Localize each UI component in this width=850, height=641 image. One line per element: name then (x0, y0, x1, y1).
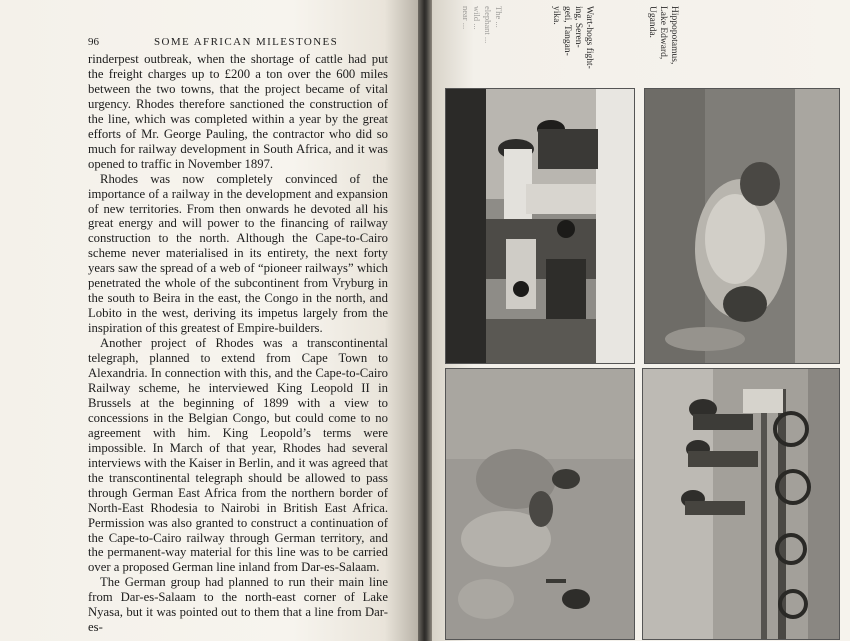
paragraph-4: The German group had planned to run their main line from Dar-es-Salaam to the north-east corner of Lake Nyasa, but it was pointed out to them that a line from Dar-es- (88, 575, 388, 635)
book-gutter (418, 0, 432, 641)
caption-warthogs: Wart-hogs fight- ing, Seren- geti, Tangan- yika. (551, 6, 594, 69)
photo-wart-hogs (445, 368, 635, 640)
paragraph-2: Rhodes was now completely convinced of the importance of a railway in the development and expansion of new territories. From then onwards he devoted all his great energy and will power to the financing of railway construction to the north. Although the Cape-to-Cairo scheme never materialised in its entirety, the next forty years saw the spread of a web of “pioneer railways” which penetrated the whole of the subcontinent from Vryburg in the south to Beira in the east, the Congo in the north, and Lobito in the west, deriving its impetus largely from the inspiration of this greatest of Empire-builders. (88, 171, 388, 336)
page-number: 96 (88, 36, 99, 48)
photo-hippopotamus (644, 88, 840, 364)
paragraph-1: rinderpest outbreak, when the shortage of cattle had put the freight charges up to £200 a ton over the 600 miles between the two towns, that the project became of vital urgency. Rhodes therefore sanctioned the construction of the line, which was completed within a year by the great efforts of Mr. George Pauling, the contractor who did so much for railway development in South Africa, and it was opened to traffic in November 1897. (88, 52, 388, 171)
photo-group-of-people (445, 88, 635, 364)
caption-hippopotamus: Hippopotamus, Lake Edward, Uganda. (647, 6, 679, 65)
body-text (88, 52, 388, 635)
paragraph-3: Another project of Rhodes was a transcontinental telegraph, planned to extend from Cape Town to Alexandria. In connection with this, and the Cape-to-Cairo Railway scheme, he interviewed King Leopold II in Brussels at the beginning of 1899 with a view to concessions in the Belgian Congo, but could come to no agreement with him. King Leopold’s terms were impossible. In March of that year, Rhodes had several interviews with the Kaiser in Berlin, and it was agreed that the transcontinental telegraph should be allowed to pass through German East Africa from the northern border of North-East Rhodesia to Nairobi in British East Africa. Permission was also granted to construct a continuation of the Cape-to-Cairo railway through German territory, and the permanent-way material for this line was to be carried over a proposed German line inland from Dar-es-Salaam. (88, 336, 388, 575)
running-title: SOME AFRICAN MILESTONES (154, 36, 339, 48)
photo-railway-trolley (642, 368, 840, 640)
caption-faint: The ... elephant ... wild ... near ... (461, 6, 504, 44)
left-page (0, 0, 418, 641)
